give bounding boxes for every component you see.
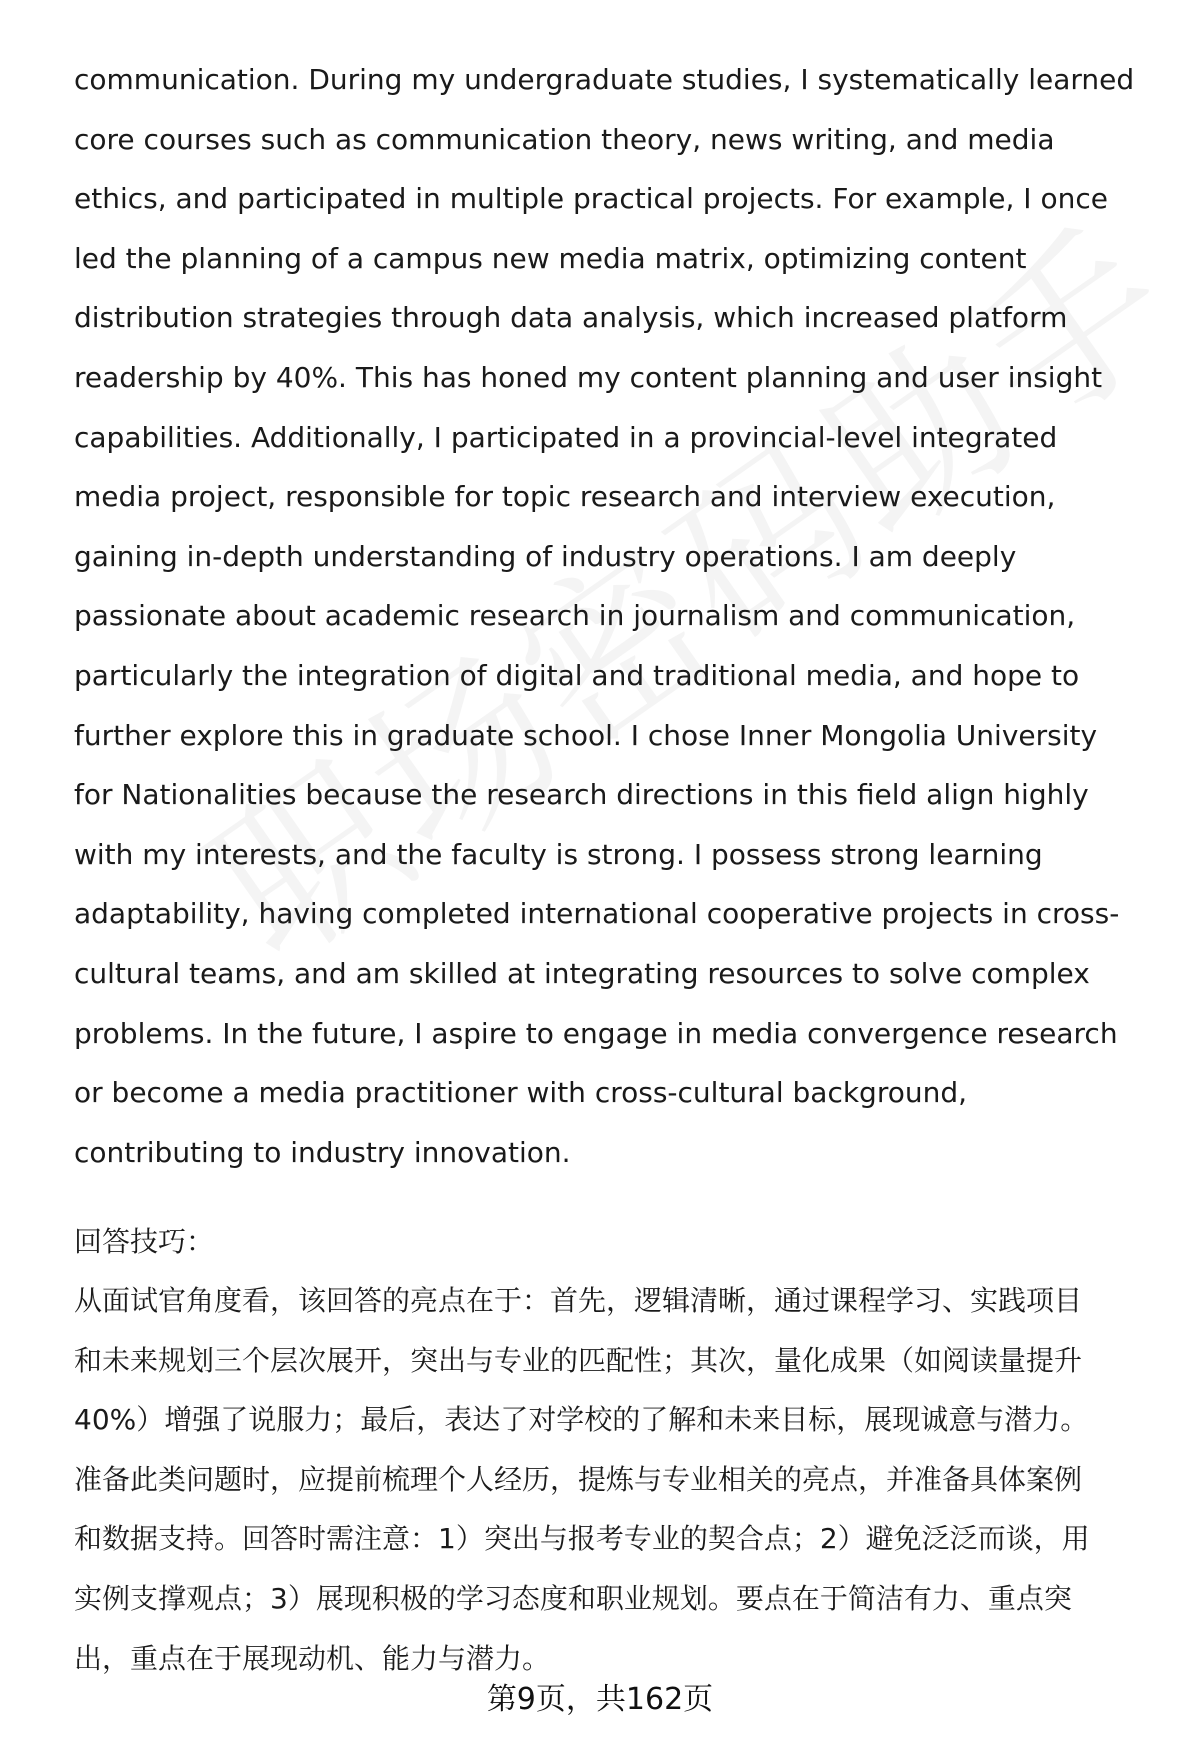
page-number: 第9页，共162页 [486, 1682, 714, 1717]
essay-line: readership by 40%. This has honed my content planning and user insight [74, 360, 1103, 394]
essay-line: ethics, and participated in multiple practical projects. For example, I once [74, 182, 1108, 216]
essay-line: further explore this in graduate school. I chose Inner Mongolia University [74, 718, 1098, 752]
tips-line: 和数据支持。回答时需注意：1）突出与报考专业的契合点；2）避免泛泛而谈，用 [74, 1522, 1090, 1556]
essay-line: problems. In the future, I aspire to engage in media convergence research [74, 1016, 1118, 1050]
answer-tips-section [74, 1212, 1154, 1688]
essay-body [74, 50, 1154, 1182]
essay-line: gaining in-depth understanding of industry operations. I am deeply [74, 539, 1017, 573]
essay-line: communication. During my undergraduate studies, I systematically learned [74, 63, 1135, 96]
essay-line: adaptability, having completed international cooperative projects in cross- [74, 897, 1120, 931]
essay-line: cultural teams, and am skilled at integrating resources to solve complex [74, 956, 1090, 990]
essay-line: distribution strategies through data analysis, which increased platform [74, 301, 1068, 335]
essay-line: for Nationalities because the research directions in this field align highly [74, 778, 1089, 812]
essay-line: contributing to industry innovation. [74, 1135, 571, 1169]
tips-line: 准备此类问题时，应提前梳理个人经历，提炼与专业相关的亮点，并准备具体案例 [74, 1462, 1083, 1496]
tips-line: 40%）增强了说服力；最后，表达了对学校的了解和未来目标，展现诚意与潜力。 [74, 1403, 1089, 1437]
essay-line: core courses such as communication theory, news writing, and media [74, 122, 1055, 156]
essay-line: led the planning of a campus new media matrix, optimizing content [74, 241, 1027, 275]
tips-line: 出，重点在于展现动机、能力与潜力。 [74, 1641, 551, 1675]
essay-line: media project, responsible for topic research and interview execution, [74, 480, 1056, 514]
tips-line: 从面试官角度看，该回答的亮点在于：首先，逻辑清晰，通过课程学习、实践项目 [74, 1284, 1083, 1317]
tips-line: 和未来规划三个层次展开，突出与专业的匹配性；其次，量化成果（如阅读量提升 [74, 1343, 1083, 1377]
tips-line: 实例支撑观点；3）展现积极的学习态度和职业规划。要点在于简洁有力、重点突 [74, 1581, 1072, 1615]
essay-line: or become a media practitioner with cross-cultural background, [74, 1076, 968, 1110]
tips-heading: 回答技巧： [74, 1225, 215, 1258]
essay-line: particularly the integration of digital and traditional media, and hope to [74, 658, 1080, 692]
essay-line: passionate about academic research in journalism and communication, [74, 599, 1076, 633]
essay-line: with my interests, and the faculty is strong. I possess strong learning [74, 837, 1043, 871]
essay-line: capabilities. Additionally, I participated in a provincial-level integrated [74, 420, 1058, 454]
